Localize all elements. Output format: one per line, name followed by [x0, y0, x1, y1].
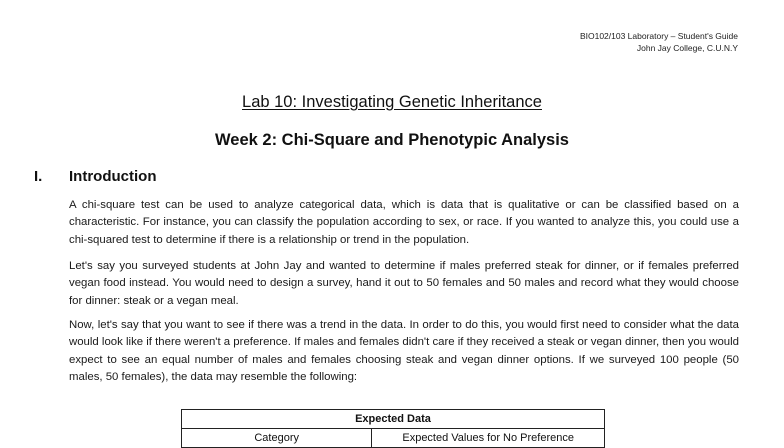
lab-title: Lab 10: Investigating Genetic Inheritance	[242, 93, 542, 111]
header-college: John Jay College, C.U.N.Y	[636, 43, 738, 53]
table-caption-row	[182, 410, 605, 429]
column-header-category: Category	[182, 429, 372, 448]
paragraph-chi-square: A chi-square test can be used to analyze categorical data, which is data that is qualitative or can be classified based on a characteristic. For instance, you can classify the population according to sex, or race. If you wanted to analyze this, you could use a chi-squared test to determine if there is a relationship or trend in the population.	[69, 199, 739, 246]
paragraph-trend: Now, let's say that you want to see if there was a trend in the data. In order to do this, you would first need to consider what the data would look like if there weren't a preference. If males and females didn't care if they received a steak or vegan dinner, then you would expect to see an equal number of males and females choosing steak and vegan dinner options. If we surveyed 100 people (50 males, 50 females), the data may resemble the following:	[69, 319, 739, 383]
week-title: Week 2: Chi-Square and Phenotypic Analysis	[215, 131, 569, 149]
expected-data-table	[181, 409, 605, 448]
table-caption: Expected Data	[182, 410, 605, 429]
section-title: Introduction	[69, 168, 157, 185]
page-header	[580, 30, 738, 54]
section-number: I.	[34, 168, 43, 185]
column-header-expected: Expected Values for No Preference	[372, 429, 605, 448]
table-header-row	[182, 429, 605, 448]
header-course: BIO102/103 Laboratory – Student's Guide	[579, 31, 738, 41]
paragraph-survey: Let's say you surveyed students at John Jay and wanted to determine if males preferred steak for dinner, or if females preferred vegan food instead. You would need to design a survey, hand it out to 50 females and 50 males and record what they would choose for dinner: steak or a vegan meal.	[69, 260, 739, 307]
